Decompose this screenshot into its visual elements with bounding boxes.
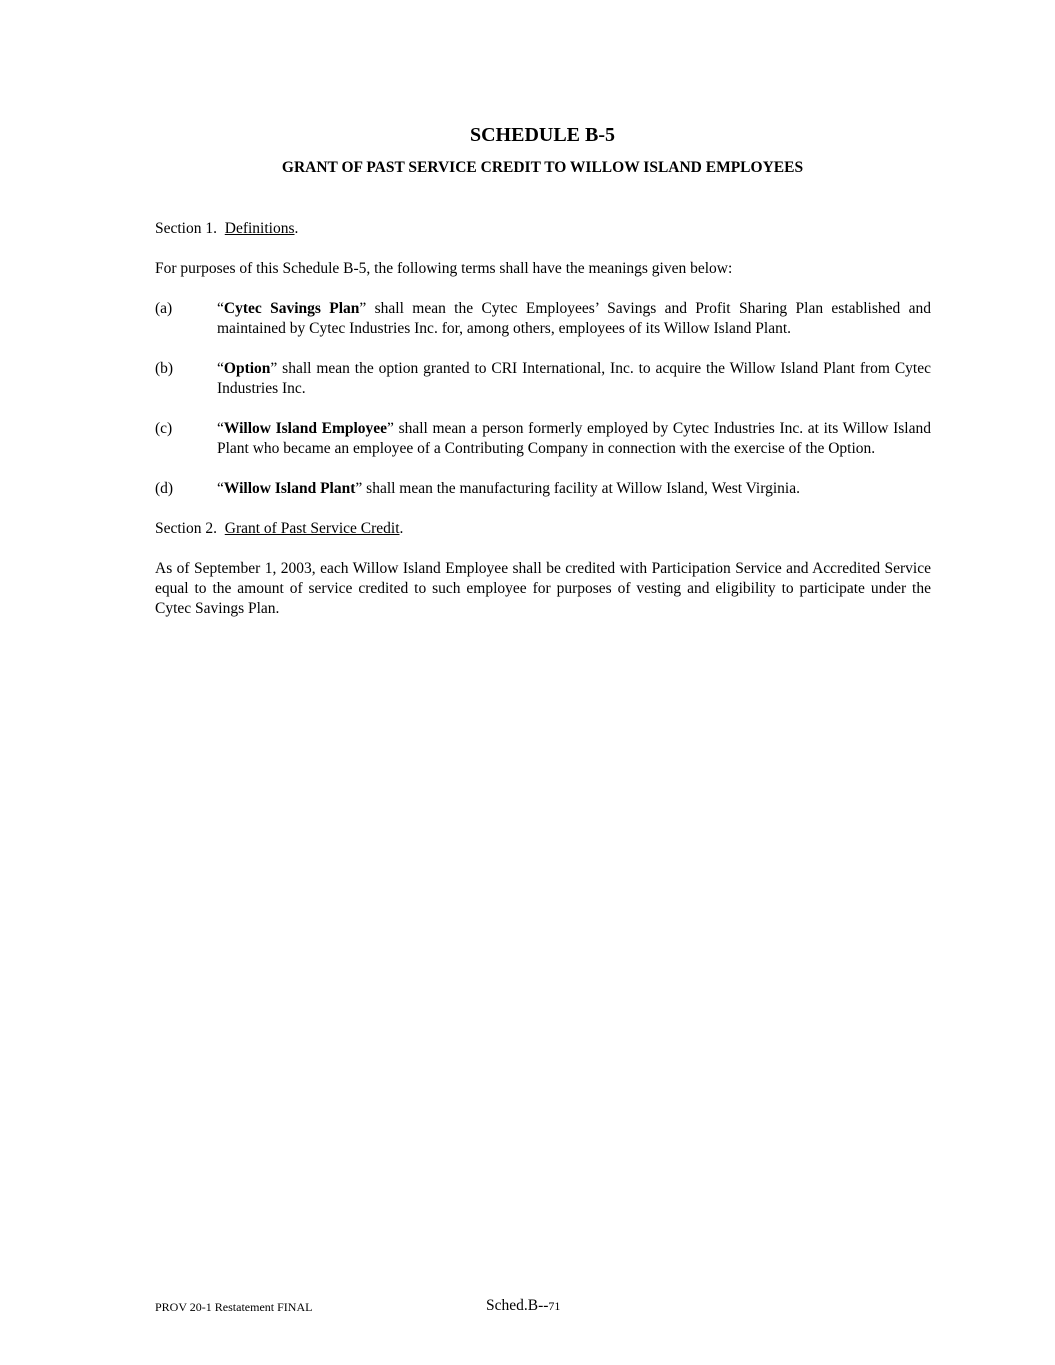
definition-text: “Cytec Savings Plan” shall mean the Cytec Employees’ Savings and Profit Sharing Plan established and maintained by Cytec Industries Inc. for, among others, employees of its Willow Island Plant. (217, 300, 932, 337)
section-1-heading (155, 219, 931, 239)
definition-text: “Willow Island Plant” shall mean the manufacturing facility at Willow Island, West Virginia. (217, 480, 800, 497)
definition-term: Willow Island Plant (223, 480, 356, 497)
definition-body: ” shall mean the manufacturing facility at Willow Island, West Virginia. (355, 480, 800, 497)
definition-c (155, 419, 931, 459)
definition-label: (c) (155, 420, 173, 437)
definition-b (155, 359, 931, 399)
section-1-title: Definitions (224, 220, 295, 237)
definition-term: Option (223, 360, 271, 377)
footer-document-id: PROV 20-1 Restatement FINAL (155, 1300, 313, 1314)
definition-text: “Option” shall mean the option granted to CRI International, Inc. to acquire the Willow Island Plant from Cytec Industries Inc. (217, 360, 931, 397)
footer-page-prefix: Sched.B-- (486, 1297, 549, 1314)
section-2-title: Grant of Past Service Credit (224, 520, 400, 537)
definition-d (155, 479, 931, 499)
definition-label: (b) (155, 360, 174, 377)
definition-a (155, 299, 931, 339)
section-1-intro: For purposes of this Schedule B-5, the following terms shall have the meanings given below: (155, 260, 733, 277)
definition-body: ” shall mean the option granted to CRI International, Inc. to acquire the Willow Island Plant from Cytec Industries Inc. (217, 360, 931, 397)
definition-body: ” shall mean a person formerly employed by Cytec Industries Inc. at its Willow Island Plant who became an employee of a Contributing Company in connection with the exercise of the Option. (217, 420, 931, 457)
definition-body: ” shall mean the Cytec Employees’ Savings and Profit Sharing Plan established and maintained by Cytec Industries Inc. for, among others, employees of its Willow Island Plant. (217, 300, 932, 337)
definition-label: (a) (155, 300, 173, 317)
section-2-body: As of September 1, 2003, each Willow Island Employee shall be credited with Participation Service and Accredited Service equal to the amount of service credited to such employee for purposes of vesting and eligibility to participate under the Cytec Savings Plan. (155, 560, 931, 617)
definition-term: Willow Island Employee (223, 420, 388, 437)
definition-text: “Willow Island Employee” shall mean a person formerly employed by Cytec Industries Inc. at its Willow Island Plant who became an employee of a Contributing Company in connection with the exercise of the Option. (217, 420, 931, 457)
document-body (155, 219, 931, 619)
section-1-suffix: . (294, 220, 299, 237)
definition-label: (d) (155, 480, 174, 497)
definition-term: Cytec Savings Plan (223, 300, 360, 317)
footer-page-number (486, 1297, 560, 1315)
schedule-subtitle: GRANT OF PAST SERVICE CREDIT TO WILLOW ISLAND EMPLOYEES (281, 159, 804, 176)
section-1-prefix: Section 1. (155, 220, 217, 237)
section-2-suffix: . (399, 520, 404, 537)
schedule-title: SCHEDULE B-5 (469, 124, 616, 146)
section-2-heading (155, 519, 931, 539)
section-2-prefix: Section 2. (155, 520, 217, 537)
footer-page-digit: 71 (548, 1299, 561, 1313)
